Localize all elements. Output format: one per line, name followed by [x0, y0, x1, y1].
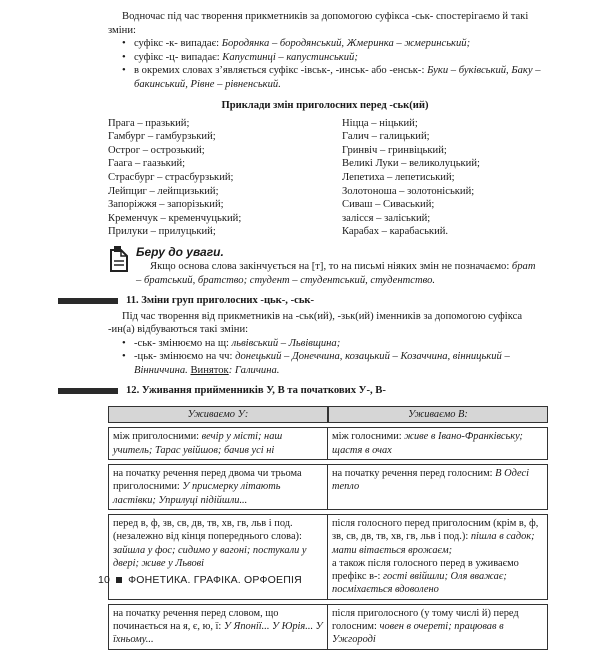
example-item: Острог – острозький;: [108, 144, 205, 156]
example-item: Страсбург – страсбурзький;: [108, 172, 234, 184]
example-item: Гамбург – гамбурзький;: [108, 131, 216, 143]
list-item: • суфікс -ц- випадає: Капустинці – капустинський;: [122, 51, 542, 65]
example-item: Великі Луки – великолуцький;: [342, 158, 480, 170]
example-item: Прилуки – прилуцький;: [108, 226, 216, 238]
example-item: Лейпциг – лейпцизький;: [108, 185, 219, 197]
example-item: Галич – галицький;: [342, 131, 430, 143]
list-item: • -ськ- змінюємо на щ: львівський – Львівщина;: [122, 337, 542, 351]
table-row: [108, 464, 548, 510]
page-number: 10: [98, 574, 111, 586]
table-cell: після приголосного (у тому числі й) перед голосним: човен в очереті; працював в Ужгороді: [328, 604, 548, 650]
example-item: Золотоноша – золотоніський;: [342, 185, 475, 197]
table-cell: на початку речення перед голосним: В Одесі тепло: [328, 464, 548, 510]
footer-square-icon: [116, 577, 122, 583]
usage-table: [108, 402, 548, 654]
example-item: Прага – празький;: [108, 117, 190, 129]
table-header-row: [108, 406, 548, 423]
table-cell: на початку речення перед словом, що починається на я, є, ю, ї: У Японії... У Юрія... У їхньому...: [108, 604, 328, 650]
note-body: [136, 245, 542, 287]
example-item: Гринвіч – гринвіцький;: [342, 144, 447, 156]
example-item: Гаага – гаазький;: [108, 158, 186, 170]
table-cell: після голосного перед приголосним (крім в, ф, зв, св, дв, тв, хв, гв, льв і под.): пішла в садок; мати вітається врожаєм; а також після голосного перед в уживаємо префікс в-: гості ввійшли; Оля вважає; посміхається вдоволено: [328, 514, 548, 600]
table-row: [108, 427, 548, 460]
table-cell: на початку речення перед двома чи трьома приголосними: У присмерку літають ластівки; Уприлуці підійшли...: [108, 464, 328, 510]
list-item: • суфікс -к- випадає: Бородянка – бородянський, Жмеринка – жмеринський;: [122, 37, 542, 51]
note-text: Якщо основа слова закінчується на [т], то на письмі ніяких змін не позначаємо: брат – братський, братство; студент – студентський, студентство.: [136, 261, 536, 286]
example-item: залісся – заліський;: [342, 212, 431, 224]
list-item: • в окремих словах з’являється суфікс -івськ-, -инськ- або -енськ-: Буки – буківський, Баку – бакинський, Рівне – рівненський.: [122, 64, 542, 91]
example-item: Запоріжжя – запорізький;: [108, 199, 224, 211]
footer-title: ФОНЕТИКА. ГРАФІКА. ОРФОЕПІЯ: [128, 574, 302, 586]
example-item: Лепетиха – лепетиський;: [342, 172, 455, 184]
intro-list: [122, 37, 542, 91]
section-11-list: [122, 337, 542, 378]
examples-right-column: [308, 117, 542, 239]
table-cell: перед в, ф, зв, св, дв, тв, хв, гв, льв і под. (незалежно від кінця попереднього слова): зайшла у фос; сидимо у вагоні; постукали у двері; живе у Львові: [108, 514, 328, 600]
list-item: • -цьк- змінюємо на чч: донецький – Донеччина, козацький – Козаччина, вінницький – Вінниччина. Виняток: Галичина.: [122, 350, 542, 377]
note-block: [108, 245, 542, 287]
example-item: Карабах – карабаський.: [342, 226, 449, 238]
table-row: [108, 604, 548, 650]
example-item: Ніцца – ніцький;: [342, 117, 418, 129]
section-11-heading: 11. Зміни груп приголосних -цьк-, -ськ-: [108, 294, 542, 308]
table-cell: між приголосними: вечір у місті; наш учитель; Тарас увійшов; бачив усі ні: [108, 427, 328, 460]
table-header-right: Уживаємо В:: [328, 406, 548, 423]
table-header-left: Уживаємо У:: [108, 406, 328, 423]
example-item: Кременчук – кременчуцький;: [108, 212, 242, 224]
page-footer: [98, 574, 302, 587]
section-12-heading: 12. Уживання прийменників У, В та початкових У-, В-: [108, 384, 542, 398]
table-cell: між голосними: живе в Івано-Франківську; щастя в очах: [328, 427, 548, 460]
section-bar: [58, 298, 118, 304]
examples-title: Приклади змін приголосних перед -ськ(ий): [221, 100, 429, 112]
section-11-text: Під час творення від прикметників на -ськ(ий), -зьк(ий) іменників за допомогою суфікса -ин(а) відбуваються такі зміни:: [108, 310, 523, 336]
note-document-icon: [108, 245, 130, 273]
example-item: Сиваш – Сиваський;: [342, 199, 435, 211]
section-bar: [58, 388, 118, 394]
examples-left-column: [108, 117, 308, 239]
note-title: Беру до уваги.: [136, 244, 224, 259]
examples-pairs: [108, 117, 542, 239]
intro-paragraph: Водночас під час творення прикметників за допомогою суфікса -ськ- спостерігаємо й такі зміни:: [108, 11, 529, 36]
